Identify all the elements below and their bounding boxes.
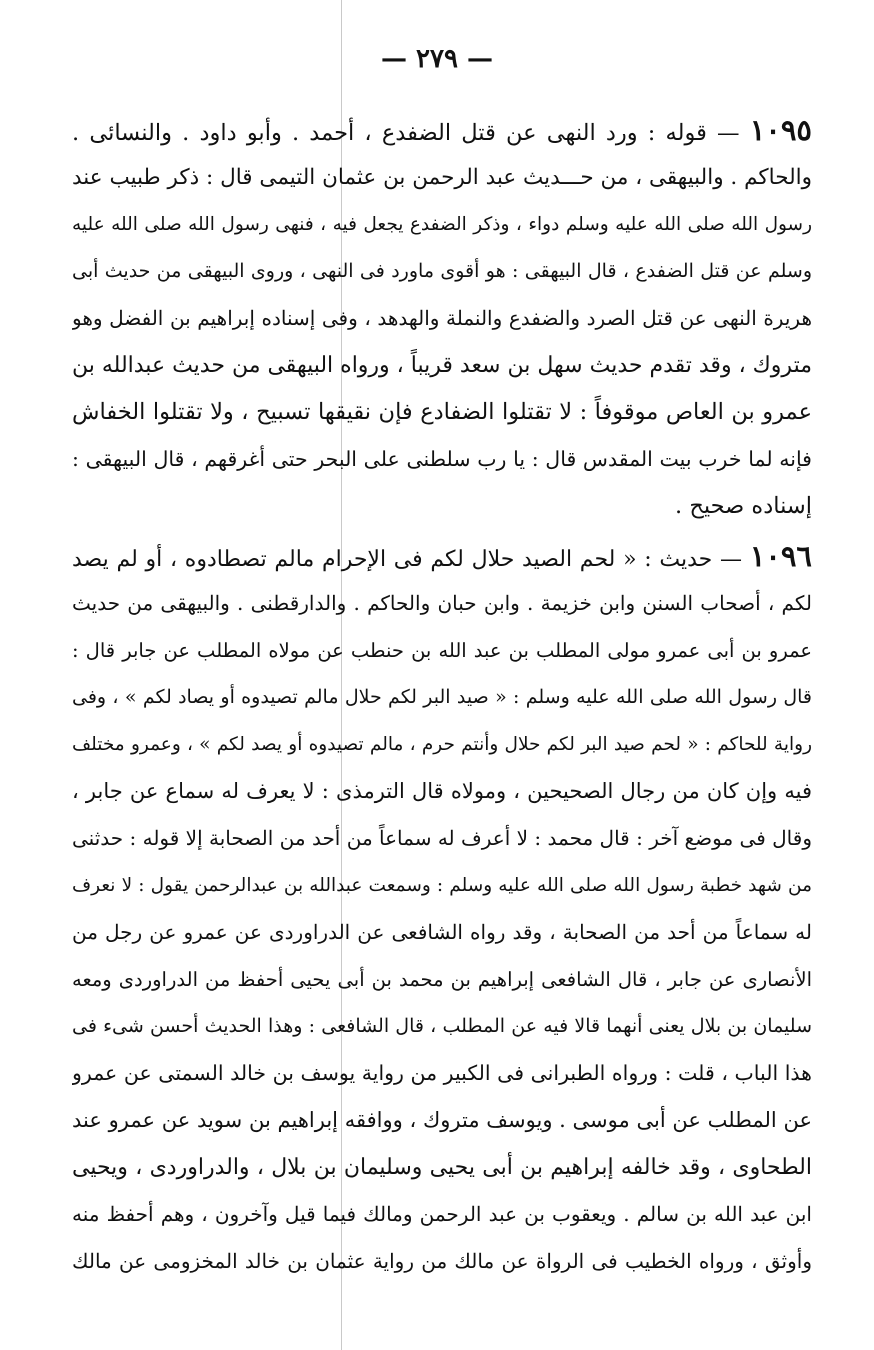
entry-number: ١٠٩٦ xyxy=(749,539,812,573)
entry-number: ١٠٩٥ xyxy=(749,113,812,147)
text-line: له سماعاً من أحد من الصحابة ، وقد رواه الشافعى عن الدراوردى عن عمرو عن رجل من xyxy=(72,920,812,944)
text-line: فإنه لما خرب بيت المقدس قال : يا رب سلطنى على البحر حتى أغرقهم ، قال البيهقى : xyxy=(72,447,812,471)
text-line: متروك ، وقد تقدم حديث سهل بن سعد قريباً ، ورواه البيهقى من حديث عبدالله بن xyxy=(72,353,812,378)
text-line: هريرة النهى عن قتل الصرد والضفدع والنملة والهدهد ، وفى إسناده إبراهيم بن الفضل وهو xyxy=(72,306,812,330)
text-line xyxy=(72,107,812,154)
text-line: الطحاوى ، وقد خالفه إبراهيم بن أبى يحيى وسليمان بن بلال ، والدراوردى ، ويحيى xyxy=(72,1155,812,1180)
text-line: قال رسول الله صلى الله عليه وسلم : « صيد البر لكم حلال مالم تصيدوه أو يصاد لكم » ، وفى xyxy=(72,686,812,708)
text-line: لكم ، أصحاب السنن وابن خزيمة . وابن حبان والحاكم . والدارقطنى . والبيهقى من حديث xyxy=(72,591,812,615)
line-text: — حديث : « لحم الصيد حلال لكم فى الإحرام مالم تصطادوه ، أو لم يصد xyxy=(72,547,750,572)
text-line: والحاكم . والبيهقى ، من حـــديث عبد الرحمن بن عثمان التيمى قال : ذكر طبيب عند xyxy=(72,165,812,190)
text-line: إسناده صحيح . xyxy=(675,493,812,519)
text-line: رسول الله صلى الله عليه وسلم دواء ، وذكر الضفدع يجعل فيه ، فنهى رسول الله صلى الله عليه xyxy=(72,214,812,235)
page-number: — ٢٧٩ — xyxy=(380,44,494,74)
text-line: سليمان بن بلال يعنى أنهما قالا فيه عن المطلب ، قال الشافعى : وهذا الحديث أحسن شىء فى xyxy=(72,1015,812,1037)
text-line: الأنصارى عن جابر ، قال الشافعى إبراهيم بن محمد بن أبى يحيى أحفظ من الدراوردى ومعه xyxy=(72,968,812,991)
text-line: ابن عبد الله بن سالم . ويعقوب بن عبد الرحمن ومالك فيما قيل وآخرون ، وهم أحفظ منه xyxy=(72,1202,812,1226)
text-line: من شهد خطبة رسول الله صلى الله عليه وسلم : وسمعت عبدالله بن عبدالرحمن يقول : لا نعرف xyxy=(72,875,812,896)
text-line: وسلم عن قتل الضفدع ، قال البيهقى : هو أقوى ماورد فى النهى ، وروى البيهقى من حديث أبى xyxy=(72,260,812,282)
text-line: هذا الباب ، قلت : ورواه الطبرانى فى الكبير من رواية يوسف بن خالد السمتى عن عمرو xyxy=(72,1061,812,1085)
text-line: عمرو بن أبى عمرو مولى المطلب بن عبد الله بن حنطب عن مولاه المطلب عن جابر قال : xyxy=(72,639,812,662)
text-line: عن المطلب عن أبى موسى . ويوسف متروك ، ووافقه إبراهيم بن سويد عن عمرو عند xyxy=(72,1108,812,1132)
entry-1096 xyxy=(72,533,812,1285)
text-line xyxy=(72,533,812,580)
text-line: وأوثق ، ورواه الخطيب فى الرواة عن مالك من رواية عثمان بن خالد المخزومى عن مالك xyxy=(72,1249,812,1273)
text-line: رواية للحاكم : « لحم صيد البر لكم حلال وأنتم حرم ، مالم تصيدوه أو يصد لكم » ، وعمرو مختلف xyxy=(72,734,812,755)
text-line: فيه وإن كان من رجال الصحيحين ، ومولاه قال الترمذى : لا يعرف له سماع عن جابر ، xyxy=(72,779,812,803)
entry-1095 xyxy=(72,107,812,530)
text-line: عمرو بن العاص موقوفاً : لا تقتلوا الضفادع فإن نقيقها تسبيح ، ولا تقتلوا الخفاش xyxy=(72,399,812,425)
text-line: وقال فى موضع آخر : قال محمد : لا أعرف له سماعاً من أحد من الصحابة إلا قوله : حدثنى xyxy=(72,826,812,850)
line-text: — قوله : ورد النهى عن قتل الضفدع ، أحمد . وأبو داود . والنسائى . xyxy=(72,120,750,146)
